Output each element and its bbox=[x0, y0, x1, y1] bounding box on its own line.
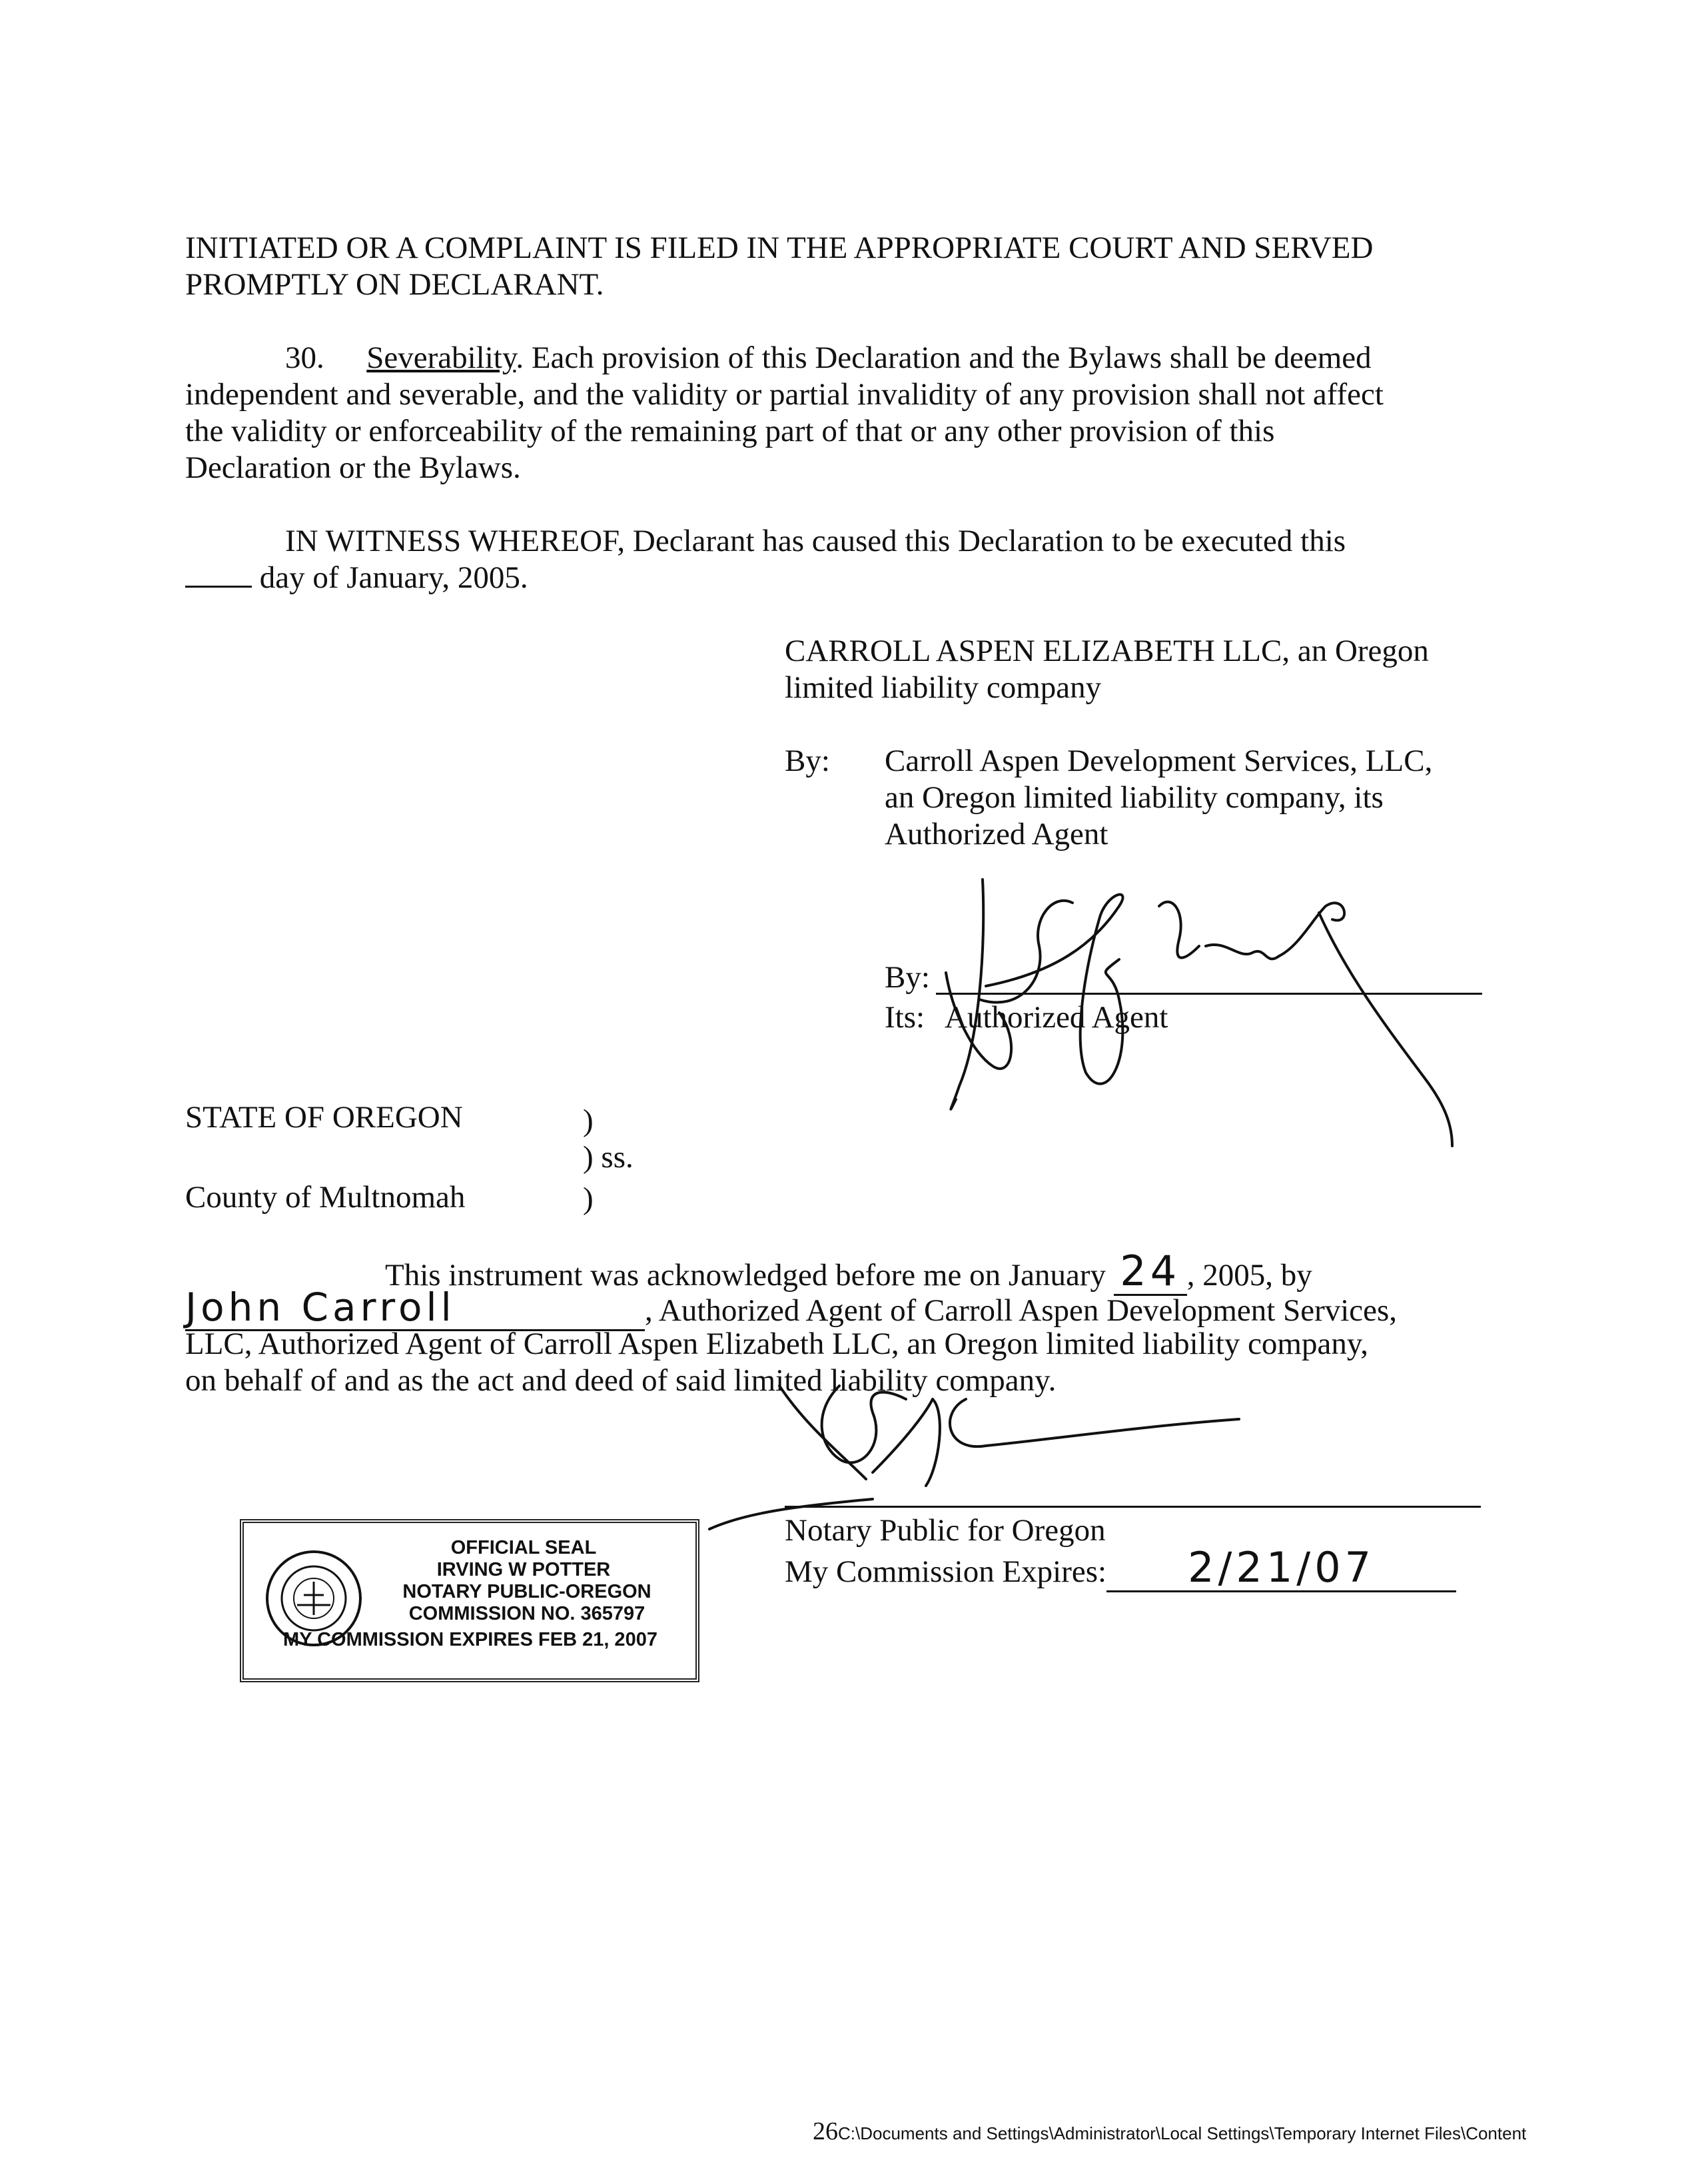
notary-signature-line bbox=[785, 1506, 1481, 1508]
company-by-line-1: Carroll Aspen Development Services, LLC, bbox=[885, 744, 1433, 778]
ack-line-3: LLC, Authorized Agent of Carroll Aspen Elizabeth LLC, an Oregon limited liability company, bbox=[185, 1327, 1369, 1361]
commission-line bbox=[785, 1543, 1456, 1592]
seal-line-1: OFFICIAL SEAL bbox=[450, 1537, 597, 1558]
its-label: Its: bbox=[885, 1000, 925, 1035]
section-30-line-2: independent and severable, and the validity or partial invalidity of any provision shall not affect bbox=[185, 377, 1384, 412]
witness-line-2 bbox=[185, 560, 528, 596]
ack-line-4: on behalf of and as the act and deed of said limited liability company. bbox=[185, 1363, 1057, 1398]
venue-paren-1: ) bbox=[583, 1103, 594, 1138]
intro-line-1: INITIATED OR A COMPLAINT IS FILED IN THE APPROPRIATE COURT AND SERVED bbox=[185, 231, 1374, 265]
venue-ss: ) ss. bbox=[583, 1140, 634, 1175]
company-line-2: limited liability company bbox=[785, 670, 1102, 705]
seal-line-4: COMMISSION NO. 365797 bbox=[408, 1603, 645, 1624]
ack-line-2-text: , Authorized Agent of Carroll Aspen Development Services, bbox=[645, 1293, 1398, 1328]
notary-seal-stamp bbox=[240, 1519, 699, 1682]
seal-line-3: NOTARY PUBLIC-OREGON bbox=[402, 1581, 651, 1602]
section-heading: Severability bbox=[366, 340, 516, 375]
day-blank bbox=[185, 562, 252, 588]
section-30-line-3: the validity or enforceability of the remaining part of that or any other provision of this bbox=[185, 414, 1275, 448]
company-line-1: CARROLL ASPEN ELIZABETH LLC, an Oregon bbox=[785, 634, 1429, 668]
footer bbox=[813, 2113, 1526, 2152]
venue-state: STATE OF OREGON bbox=[185, 1100, 463, 1135]
ack-line-2 bbox=[185, 1285, 1398, 1331]
venue-county: County of Multnomah bbox=[185, 1180, 466, 1215]
commission-date-handwritten: 2/21/07 bbox=[1188, 1543, 1376, 1592]
section-30-line-1 bbox=[285, 340, 1372, 376]
company-by-line-3: Authorized Agent bbox=[885, 817, 1108, 851]
notary-title: Notary Public for Oregon bbox=[785, 1513, 1106, 1548]
file-path: C:\Documents and Settings\Administrator\Local Settings\Temporary Internet Files\Content bbox=[838, 2123, 1527, 2143]
ack-day-handwritten: 24 bbox=[1120, 1247, 1181, 1295]
company-by-line-2: an Oregon limited liability company, its bbox=[885, 780, 1384, 815]
its-value: Authorized Agent bbox=[945, 1000, 1168, 1035]
witness-line-1: IN WITNESS WHEREOF, Declarant has caused this Declaration to be executed this bbox=[285, 524, 1346, 558]
seal-line-5: MY COMMISSION EXPIRES FEB 21, 2007 bbox=[283, 1629, 657, 1650]
section-number: 30. bbox=[285, 340, 324, 375]
intro-line-2: PROMPTLY ON DECLARANT. bbox=[185, 267, 604, 302]
venue-paren-3: ) bbox=[583, 1181, 594, 1216]
section-30-line-4: Declaration or the Bylaws. bbox=[185, 450, 521, 485]
witness-line-2-text: day of January, 2005. bbox=[259, 560, 528, 595]
page-number: 26 bbox=[813, 2117, 838, 2145]
section-30-line-1-text: . Each provision of this Declaration and the Bylaws shall be deemed bbox=[516, 340, 1372, 375]
ack-name-handwritten: John Carroll bbox=[185, 1285, 456, 1330]
seal-line-2: IRVING W POTTER bbox=[436, 1559, 611, 1580]
ack-line-1-text-b: , 2005, by bbox=[1186, 1258, 1312, 1293]
commission-label: My Commission Expires: bbox=[785, 1554, 1107, 1589]
company-by-label: By: bbox=[785, 744, 830, 778]
signature-by-label: By: bbox=[885, 960, 930, 995]
authorized-agent-signature bbox=[919, 866, 1505, 1173]
ack-line-1-text-a: This instrument was acknowledged before me on January bbox=[385, 1258, 1106, 1293]
